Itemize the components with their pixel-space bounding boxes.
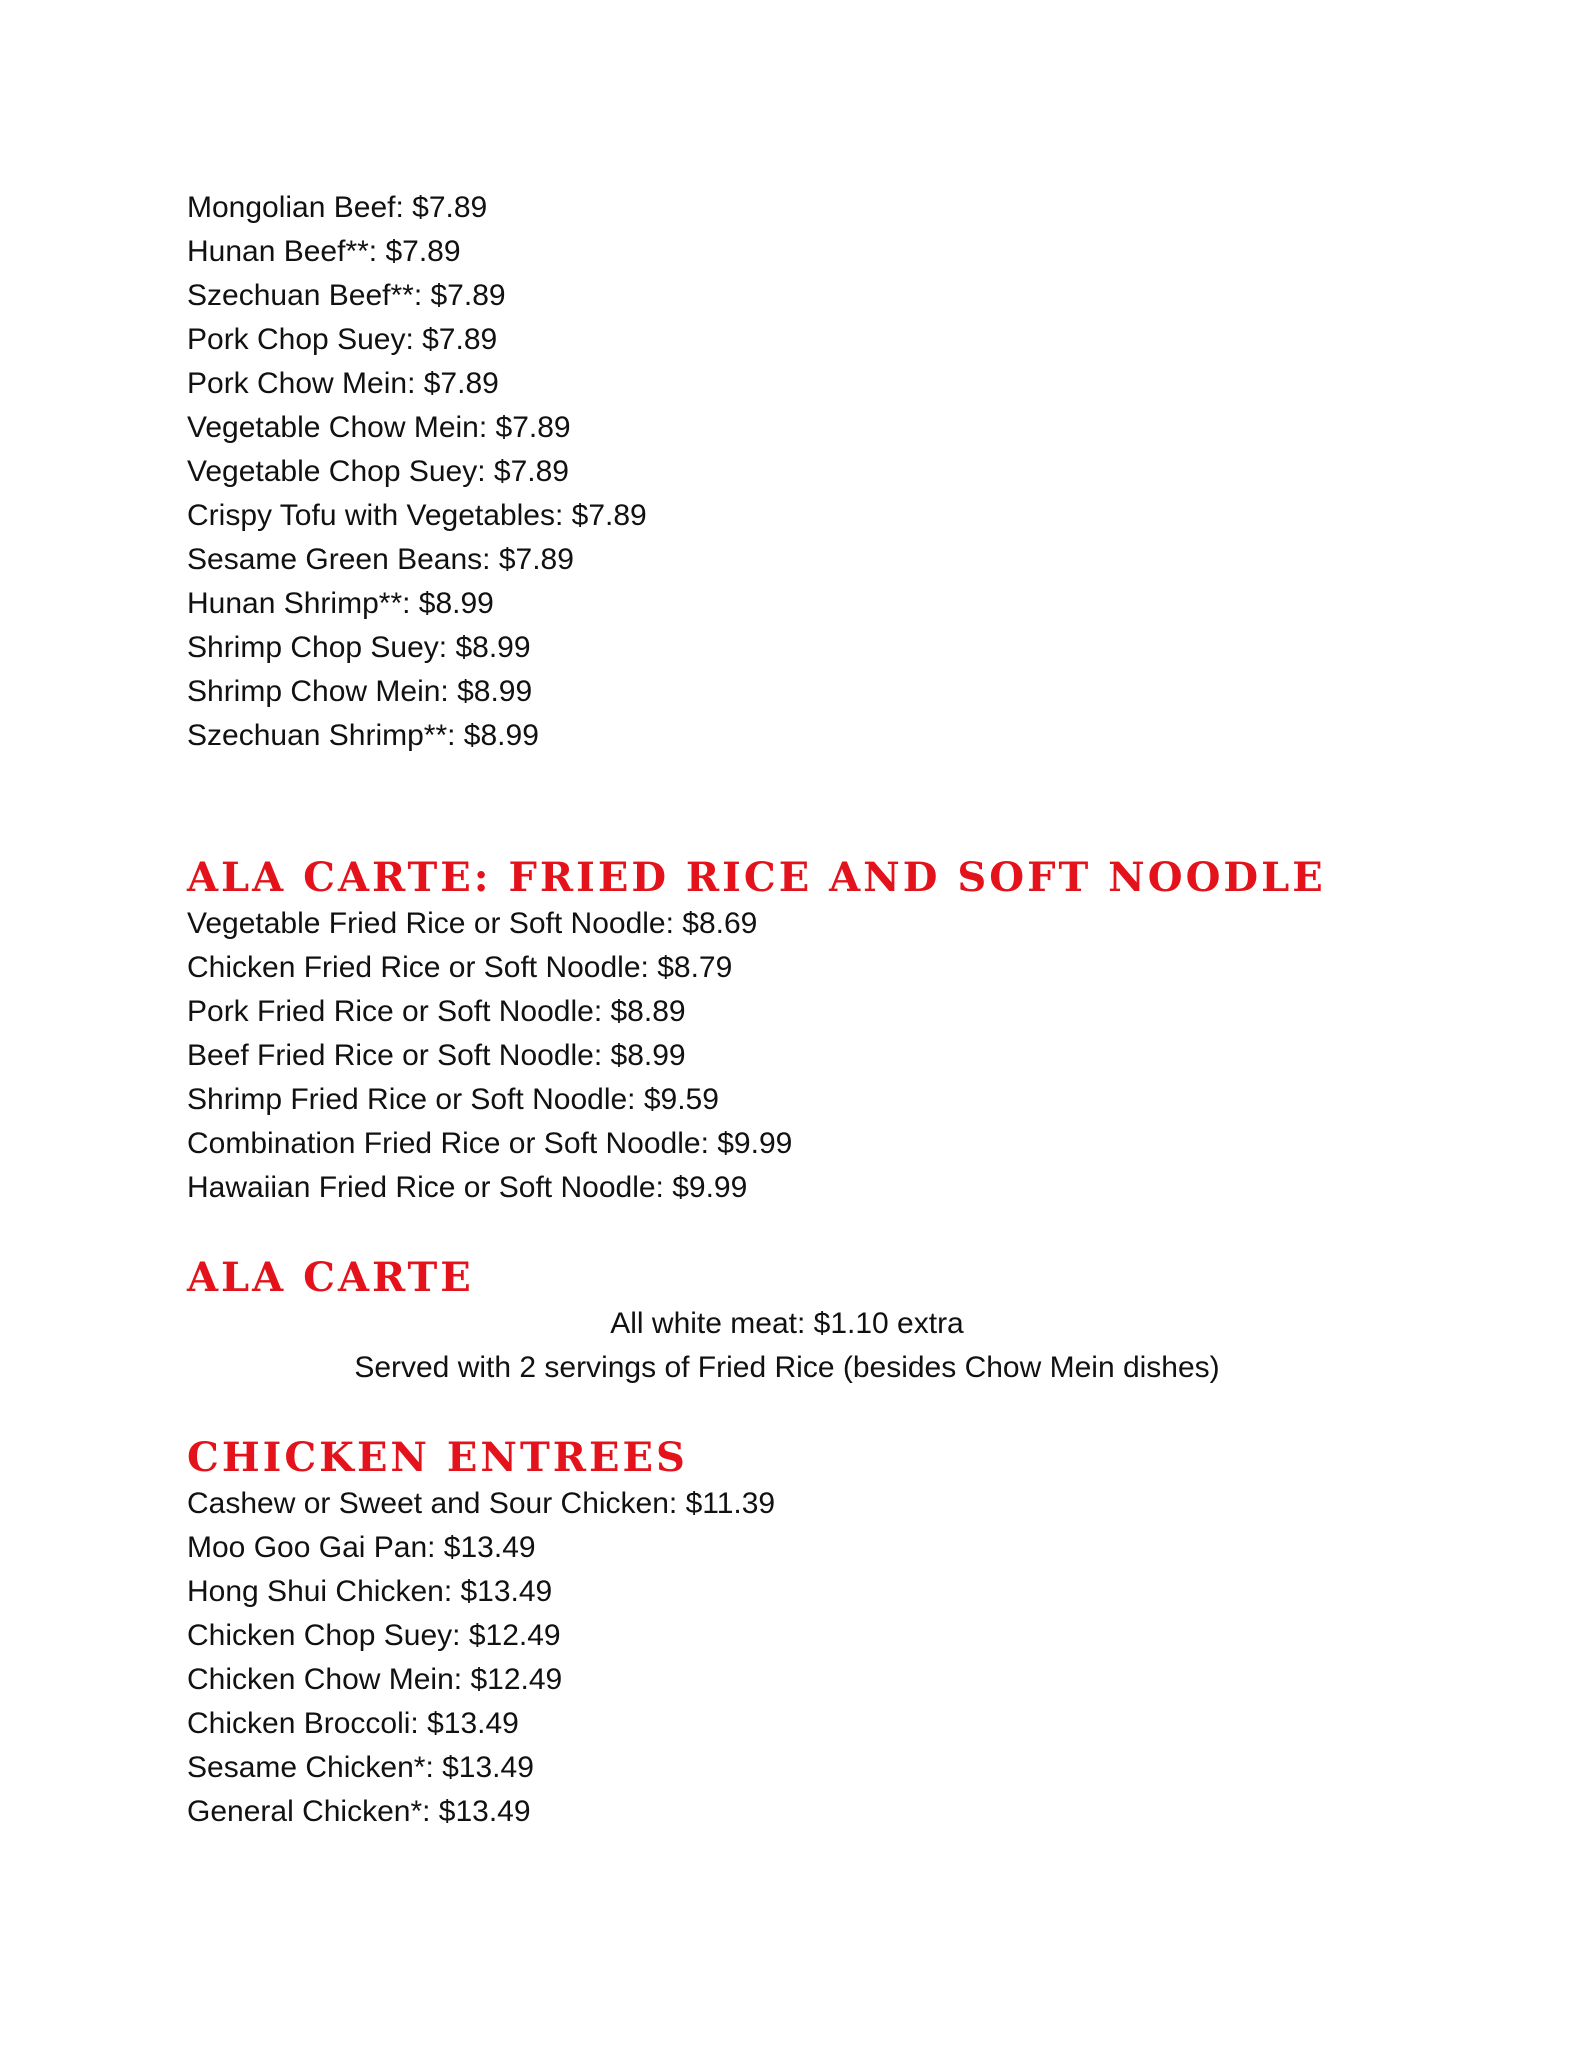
menu-item: Beef Fried Rice or Soft Noodle: $8.99 [187,1039,686,1072]
menu-item: Pork Fried Rice or Soft Noodle: $8.89 [187,995,686,1028]
menu-item: Chicken Chow Mein: $12.49 [187,1663,563,1696]
menu-item: Vegetable Chop Suey: $7.89 [187,455,569,488]
menu-item: Vegetable Chow Mein: $7.89 [187,411,571,444]
menu-item: Chicken Fried Rice or Soft Noodle: $8.79 [187,951,733,984]
fried-rice-list [187,902,1407,1210]
fried-rice-heading: ALA CARTE: FRIED RICE AND SOFT NOODLE [187,854,1326,901]
menu-item: General Chicken*: $13.49 [187,1795,531,1828]
chicken-list [187,1482,1407,1834]
menu-item: Pork Chow Mein: $7.89 [187,367,499,400]
menu-item: Szechuan Shrimp**: $8.99 [187,719,539,752]
menu-item: Chicken Chop Suey: $12.49 [187,1619,561,1652]
fried-rice-note: Served with 2 servings of Fried Rice (besides Chow Mein dishes) [354,1351,1220,1384]
ala-carte-section [187,1254,1407,1390]
menu-item: Hawaiian Fried Rice or Soft Noodle: $9.99 [187,1171,748,1204]
menu-item: Combination Fried Rice or Soft Noodle: $9.99 [187,1127,793,1160]
menu-item: Shrimp Chow Mein: $8.99 [187,675,533,708]
menu-item: Cashew or Sweet and Sour Chicken: $11.39 [187,1487,776,1520]
menu-item: Shrimp Chop Suey: $8.99 [187,631,531,664]
white-meat-note: All white meat: $1.10 extra [610,1307,964,1340]
menu-page [187,186,1407,1834]
ala-carte-heading: ALA CARTE [187,1254,474,1301]
section-spacer [187,758,1407,854]
menu-item: Hunan Beef**: $7.89 [187,235,461,268]
menu-item: Chicken Broccoli: $13.49 [187,1707,519,1740]
menu-item: Sesame Green Beans: $7.89 [187,543,574,576]
section-spacer [187,1390,1407,1434]
menu-item: Vegetable Fried Rice or Soft Noodle: $8.69 [187,907,758,940]
menu-item: Moo Goo Gai Pan: $13.49 [187,1531,536,1564]
menu-item: Crispy Tofu with Vegetables: $7.89 [187,499,647,532]
chicken-section [187,1434,1407,1834]
menu-item: Mongolian Beef: $7.89 [187,191,488,224]
menu-item: Hong Shui Chicken: $13.49 [187,1575,553,1608]
section-spacer [187,1210,1407,1254]
menu-item: Pork Chop Suey: $7.89 [187,323,498,356]
menu-item: Hunan Shrimp**: $8.99 [187,587,494,620]
entree-list [187,186,1407,758]
menu-item: Szechuan Beef**: $7.89 [187,279,506,312]
fried-rice-section [187,854,1407,1210]
chicken-heading: CHICKEN ENTREES [187,1434,688,1481]
menu-item: Sesame Chicken*: $13.49 [187,1751,534,1784]
menu-item: Shrimp Fried Rice or Soft Noodle: $9.59 [187,1083,719,1116]
